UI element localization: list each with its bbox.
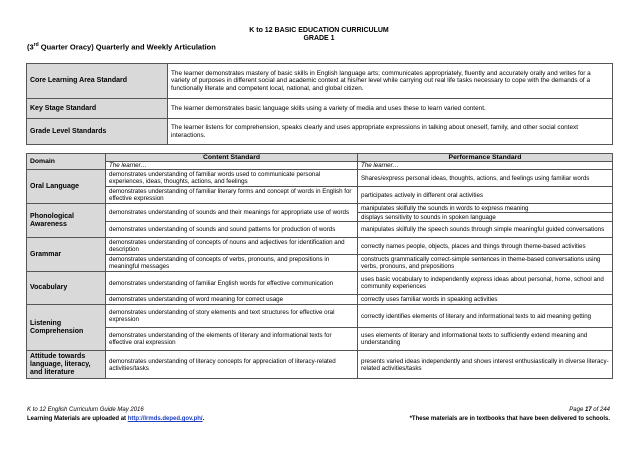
domain-phonological-awareness: Phonological Awareness — [27, 204, 106, 238]
standard-row — [27, 119, 613, 145]
quarter-subtitle — [27, 42, 216, 52]
performance-cell: uses basic vocabulary to independently express ideas about personal, home, school and community experiences — [358, 272, 613, 295]
performance-cell: constructs grammatically correct-simple sentences in theme-based conversations using verbs, pronouns, and prepositions — [358, 255, 613, 272]
content-cell: demonstrates understanding of word meaning for correct usage — [106, 295, 358, 305]
standard-label: Grade Level Standards — [27, 119, 168, 145]
standards-grid — [26, 153, 613, 379]
footer-guide: K to 12 English Curriculum Guide May 2016 — [27, 407, 144, 413]
table-row — [27, 255, 613, 272]
domain-grammar: Grammar — [27, 238, 106, 272]
subtitle-sup: rd — [33, 42, 39, 48]
domain-vocabulary: Vocabulary — [27, 272, 106, 305]
domain-attitude: Attitude towards language, literacy, and literature — [27, 351, 106, 379]
page-total: of 244 — [591, 407, 610, 413]
grade-title: GRADE 1 — [303, 35, 335, 42]
domain-oral-language: Oral Language — [27, 170, 106, 204]
performance-cell: manipulates skilfully the sounds in words to express meaning — [358, 204, 613, 213]
document-title: K to 12 BASIC EDUCATION CURRICULUM — [249, 27, 389, 34]
content-cell: demonstrates understanding of familiar words used to communicate personal experiences, ideas, thoughts, actions, and feelings — [106, 170, 358, 187]
performance-cell: presents varied ideas independently and shows interest enthusiastically in diverse literacy-related activities/tasks — [358, 351, 613, 379]
page-label: Page — [569, 407, 585, 413]
standard-text: The learner listens for comprehension, speaks clearly and uses appropriate expressions in talking about oneself, family, and other social context interactions. — [168, 119, 613, 145]
table-row — [27, 170, 613, 187]
performance-cell: manipulates skilfully the speech sounds through simple meaningful guided conversations — [358, 222, 613, 238]
standard-label: Core Learning Area Standard — [27, 64, 168, 99]
footer-uploaded — [27, 416, 204, 422]
table-row — [27, 295, 613, 305]
standard-row — [27, 64, 613, 99]
content-cell: demonstrates understanding of sounds and sound patterns for production of words — [106, 222, 358, 238]
standard-label: Key Stage Standard — [27, 99, 168, 119]
table-row — [27, 272, 613, 295]
content-cell: demonstrates understanding of familiar literary forms and concept of words in English for effective expression — [106, 187, 358, 204]
domain-listening-comprehension: Listening Comprehension — [27, 305, 106, 351]
footer-page — [569, 407, 610, 413]
content-standard-header: Content Standard — [106, 154, 358, 162]
content-cell: demonstrates understanding of the elements of literary and informational texts for effective oral expression — [106, 328, 358, 351]
standard-text: The learner demonstrates basic language skills using a variety of media and uses these to learn varied content. — [168, 99, 613, 119]
subtitle-post: Quarter Oracy) Quarterly and Weekly Articulation — [38, 42, 216, 52]
standard-text: The learner demonstrates mastery of basic skills in English language arts; communicates appropriately, fluently and accurately orally and writes for a variety of purposes in different social and academic context at his/her level while carrying out real life tasks necessary to cope with the demands of a functionally literate and competent local, national, and global citizen. — [168, 64, 613, 99]
footer-uploaded-end: . — [202, 416, 205, 422]
standards-table — [26, 63, 613, 145]
performance-standard-header: Performance Standard — [358, 154, 613, 162]
learner-row — [27, 162, 613, 170]
footer-uploaded-text: Learning Materials are uploaded at — [27, 416, 128, 422]
performance-cell: correctly names people, objects, places and things through theme-based activities — [358, 238, 613, 255]
table-row — [27, 351, 613, 379]
table-row — [27, 222, 613, 238]
column-header-row — [27, 154, 613, 162]
content-cell: demonstrates understanding of story elements and text structures for effective oral expression — [106, 305, 358, 328]
table-row — [27, 238, 613, 255]
content-cell: demonstrates understanding of concepts of nouns and adjectives for identification and description — [106, 238, 358, 255]
performance-cell: Shares/express personal ideas, thoughts, actions, and feelings using familiar words — [358, 170, 613, 187]
performance-cell: participates actively in different oral activities — [358, 187, 613, 204]
footer-note: *These materials are in textbooks that have been delivered to schools. — [409, 416, 610, 422]
table-row — [27, 204, 613, 213]
table-row — [27, 187, 613, 204]
learner-content: The learner… — [106, 162, 358, 170]
performance-cell: displays sensitivity to sounds in spoken language — [358, 213, 613, 222]
performance-cell: correctly uses familiar words in speaking activities — [358, 295, 613, 305]
performance-cell: uses elements of literary and informational texts to sufficiently extend meaning and understanding — [358, 328, 613, 351]
content-cell: demonstrates understanding of literacy concepts for appreciation of literacy-related activities/tasks — [106, 351, 358, 379]
content-cell: demonstrates understanding of concepts of verbs, pronouns, and prepositions in meaningful messages — [106, 255, 358, 272]
table-row — [27, 328, 613, 351]
domain-header: Domain — [27, 154, 106, 170]
subtitle-pre: (3 — [27, 42, 34, 52]
table-row — [27, 305, 613, 328]
page-number: 17 — [584, 407, 592, 413]
content-cell: demonstrates understanding of familiar English words for effective communication — [106, 272, 358, 295]
standard-row — [27, 99, 613, 119]
lrmds-link[interactable]: http://lrmds.deped.gov.ph/ — [127, 416, 203, 422]
learner-performance: The learner… — [358, 162, 613, 170]
content-cell: demonstrates understanding of sounds and their meanings for appropriate use of words — [106, 204, 358, 222]
performance-cell: correctly identifies elements of literary and informational texts to aid meaning getting — [358, 305, 613, 328]
